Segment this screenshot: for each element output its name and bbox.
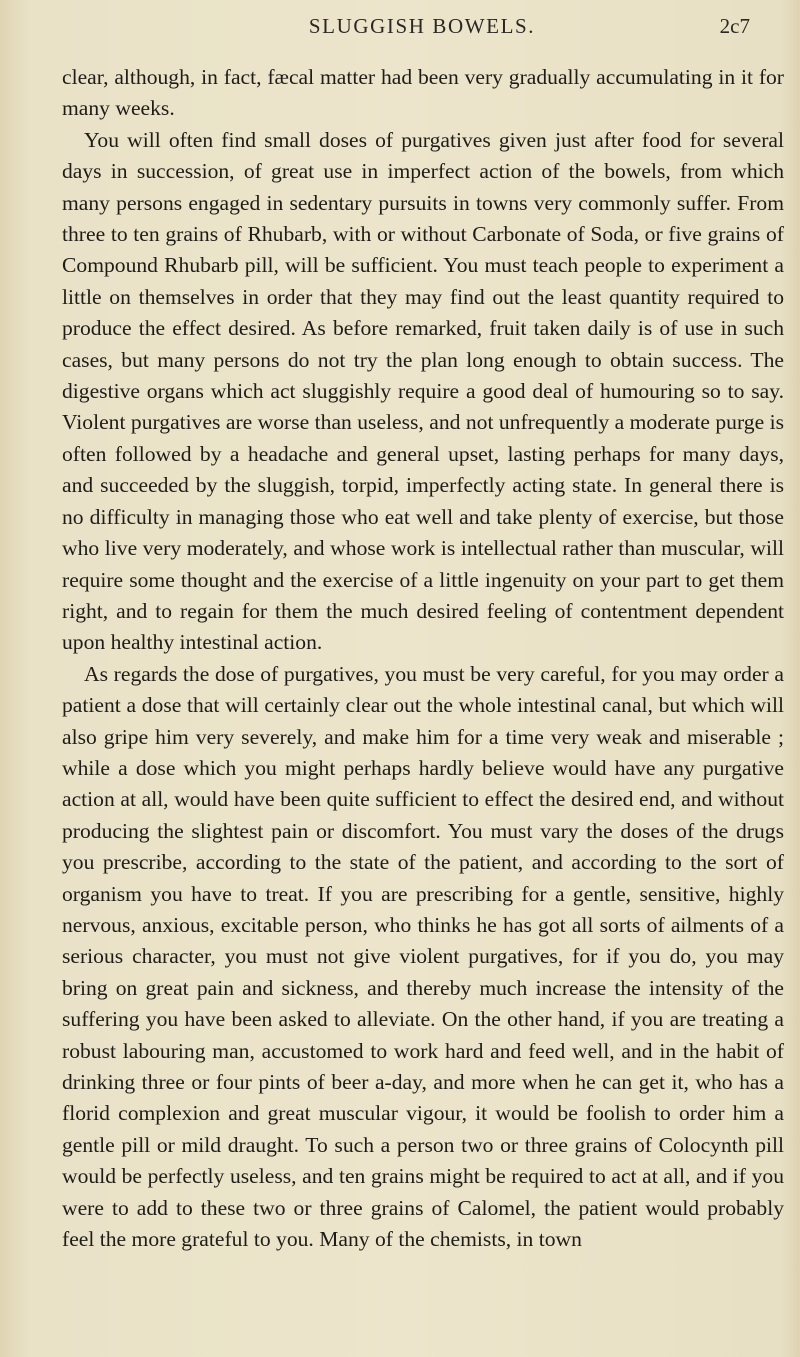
paragraph-continuation: clear, although, in fact, fæcal matter had been very gradually accumulating in it for many weeks. — [62, 65, 784, 121]
running-head — [62, 14, 782, 44]
body-text — [62, 62, 784, 1255]
paragraph-purgatives-after-food: You will often find small doses of purgatives given just after food for several days in succession, of great use in imperfect action of the bowels, from which many persons engaged in sedentary pursuits in towns very commonly suffer. From three to ten grains of Rhubarb, with or without Carbonate of Soda, or five grains of Compound Rhubarb pill, will be sufficient. You must teach people to experiment a little on themselves in order that they may find out the least quantity required to produce the effect desired. As before remarked, fruit taken daily is of use in such cases, but many persons do not try the plan long enough to obtain success. The digestive organs which act sluggishly require a good deal of humouring so to say. Violent purgatives are worse than useless, and not unfrequently a moderate purge is often followed by a headache and general upset, lasting perhaps for many days, and succeeded by the sluggish, torpid, imperfectly acting state. In general there is no difficulty in managing those who eat well and take plenty of exercise, but those who live very moderately, and whose work is intellectual rather than muscular, will require some thought and the exercise of a little ingenuity on your part to get them right, and to regain for them the much desired feeling of contentment dependent upon healthy intestinal action. — [62, 127, 784, 655]
page-number: 2c7 — [719, 14, 750, 38]
running-title: SLUGGISH BOWELS. — [308, 14, 536, 38]
paragraph-dose-of-purgatives: As regards the dose of purgatives, you must be very careful, for you may order a patient a dose that will certainly clear out the whole intestinal canal, but which will also gripe him very severely, and make him for a time very weak and miserable ; while a dose which you might perhaps hardly believe would have any purgative action at all, would have been quite sufficient to effect the desired end, and without producing the slightest pain or discomfort. You must vary the doses of the drugs you prescribe, according to the state of the patient, and according to the sort of organism you have to treat. If you are prescribing for a gentle, sensitive, highly nervous, anxious, excitable person, who thinks he has got all sorts of ailments of a serious character, you must not give violent purgatives, for if you do, you may bring on great pain and sickness, and thereby much increase the intensity of the suffering you have been asked to alleviate. On the other hand, if you are treating a robust labouring man, accustomed to work hard and feed well, and in the habit of drinking three or four pints of beer a-day, and more when he can get it, who has a florid complexion and great muscular vigour, it would be foolish to order him a gentle pill or mild draught. To such a person two or three grains of Colocynth pill would be perfectly useless, and ten grains might be required to act at all, and if you were to add to these two or three grains of Calomel, the patient would probably feel the more grateful to you. Many of the chemists, in town — [62, 661, 784, 1252]
